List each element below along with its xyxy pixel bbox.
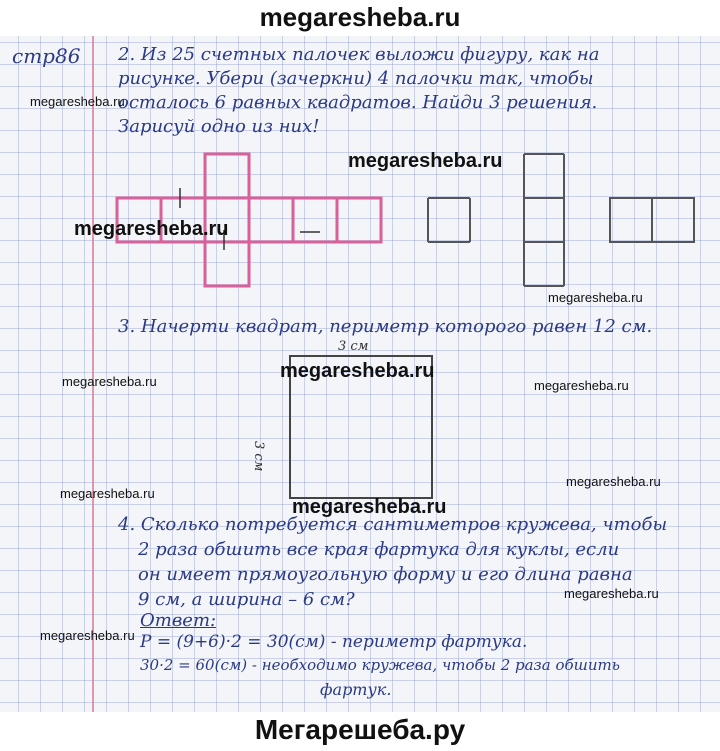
solution-line-3: фартук. — [320, 680, 392, 699]
square-left-label: 3 см — [251, 441, 266, 472]
task4-line-2: 2 раза обшить все края фартука для куклы, если — [138, 539, 620, 560]
watermark-large: megaresheba.ru — [292, 496, 447, 518]
page-label: стр86 — [12, 44, 81, 68]
watermark-small: megaresheba.ru — [40, 628, 135, 643]
watermark-small: megaresheba.ru — [30, 94, 125, 109]
watermark-large: megaresheba.ru — [280, 360, 435, 382]
watermark-small: megaresheba.ru — [534, 378, 629, 393]
square-top-label: 3 см — [338, 339, 369, 354]
task2-line-2: рисунке. Убери (зачеркни) 4 палочки так, чтобы — [118, 68, 594, 89]
watermark-small: megaresheba.ru — [564, 586, 659, 601]
watermark-small: megaresheba.ru — [60, 486, 155, 501]
task4-line-1: 4. Сколько потребуется сантиметров кружева, чтобы — [118, 514, 668, 535]
solution-line-1: Р = (9+6)·2 = 30(см) - периметр фартука. — [140, 632, 528, 652]
watermark-small: megaresheba.ru — [62, 374, 157, 389]
task2-line-3: осталось 6 равных квадратов. Найди 3 решения. — [118, 92, 598, 113]
site-header: megaresheba.ru — [0, 0, 720, 36]
watermark-small: megaresheba.ru — [566, 474, 661, 489]
pencil-solution-figure — [428, 154, 694, 286]
watermark-large: megaresheba.ru — [74, 218, 229, 240]
watermark-large: megaresheba.ru — [348, 150, 503, 172]
notebook-page — [0, 36, 720, 712]
answer-label: Ответ: — [140, 610, 217, 631]
task2-line-1: 2. Из 25 счетных палочек выложи фигуру, как на — [118, 44, 600, 65]
task2-line-4: Зарисуй одно из них! — [118, 116, 320, 137]
task3-text: 3. Начерти квадрат, периметр которого равен 12 см. — [118, 316, 653, 337]
site-footer: Мегарешеба.ру — [0, 712, 720, 751]
task4-line-4: 9 см, а ширина – 6 см? — [138, 589, 355, 610]
watermark-small: megaresheba.ru — [548, 290, 643, 305]
task4-line-3: он имеет прямоугольную форму и его длина равна — [138, 564, 633, 585]
solution-line-2: 30·2 = 60(см) - необходимо кружева, чтобы 2 раза обшить — [140, 656, 620, 674]
